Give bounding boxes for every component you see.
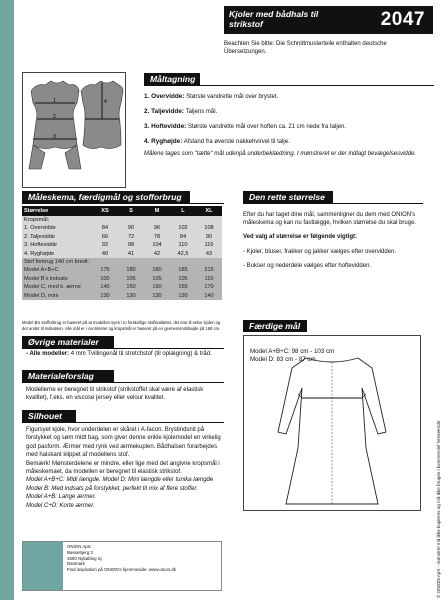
measurement-item: 1. Overvidde: Største vandrette mål over brystet.: [144, 93, 279, 100]
table-row: Model C, med k. ærme 140 150 160 165 170: [22, 283, 222, 291]
measurement-item: 2. Taljevidde: Taljens mål.: [144, 108, 218, 115]
footer-address: ONION ApS Bøssebjerg 3 4500 Nykøbing Sj Danmark Find inspiration på ONION's hjemmeside: www.onion.dk: [67, 544, 176, 573]
pattern-number: 2047: [380, 9, 425, 30]
table-section-row: Kropsmål:: [22, 216, 222, 224]
svg-text:1: 1: [53, 98, 56, 104]
body-figure-icon: [23, 73, 125, 187]
divider: [22, 348, 224, 349]
divider: [144, 85, 434, 86]
faerdige-heading: Færdige mål: [243, 320, 307, 332]
copyright-vertical: © ONION ApS - mønstret må ikke kopieres og må ikke bruges i kommerciel henseende: [436, 420, 441, 598]
sizetable-heading: Måleskema, færdigmål og stofforbrug: [22, 191, 190, 203]
svg-text:3: 3: [53, 134, 56, 140]
materiale-text: Modellerne er beregnet til strikstof (strikstoffet skal være af elastisk kvalitet), f.eks. en viscose jersey eller velour kvalitet.: [26, 387, 204, 402]
table-row: 3. Hoftevidde 92 98 104 110 116: [22, 241, 222, 249]
size-right-text: Efter du har taget dine mål, sammenligner du dem med ONION's måleskema og kan nu fastlægge, hvilken størrelse du skal bruge. Ved valg af størrelse er følgende vigtigt: - Kjoler, bluser, frakker og jakker vælges efter overvidden. - Bukser og nederdele vælges efter hoftevidden.: [243, 212, 417, 269]
silhouet-heading: Silhouet: [22, 410, 76, 422]
table-row: Model D, mini 130 130 130 130 140: [22, 292, 222, 300]
footer-box: [22, 541, 222, 591]
measurement-note: Målene tages som "tætte" mål udenpå underbeklædning. I mønstreret er der indlagt bevægelsesvidde.: [144, 151, 417, 157]
margin-strip: [0, 0, 14, 600]
size-table: [22, 206, 222, 300]
ovrige-text: - Alle modeller: 4 mm Tvillingenål til stretchstof (til oplægning) & tråd.: [26, 351, 212, 357]
measurement-item: 3. Hoftevidde: Største vandrette mål over hoften ca. 21 cm nede fra taljen.: [144, 123, 347, 130]
silhouet-text: Figursyet kjole, hvor underdelen er skåret i A-facon. Brystindsnit på forstykket og søm midt bag, som giver denne enkle kjolemodel en virkelig god pasform. Ærmer med rynk ved ærmekuplen. Bådhalsen forarbejdes med halskant klippet af modellens stof. Bemærk! Mønsterdelene er mindre, eller lige med det angivne kropsmål i måleskemaet, da modellen er beregnet til elastisk strikstof. Model A+B+C: Midi længde. Model D: Mini længde eller tunika længde Model B: Med indsats på forstykket, perfekt til mix af flere stoffer. Model A+B: Lange ærmer. Model C+D: Korte ærmer.: [26, 427, 221, 509]
maltagning-heading: Måltagning: [144, 73, 200, 85]
table-row: 2. Taljevidde 66 72 78 84 90: [22, 233, 222, 241]
divider: [243, 203, 423, 204]
table-row: 1. Overvidde 84 90 96 102 108: [22, 224, 222, 232]
ovrige-heading: Øvrige materialer: [22, 336, 114, 348]
table-section-row: Stof forbrug 140 cm bredt:: [22, 258, 222, 266]
svg-text:4: 4: [104, 99, 107, 105]
materiale-heading: Materialeforslag: [22, 370, 114, 382]
divider: [22, 422, 224, 423]
finished-measure-labels: Model A+B+C: 98 cm - 103 cm Model D: 83 cm - 87 cm: [250, 348, 335, 364]
pattern-title: Kjoler med bådhals til strikstof: [229, 9, 319, 29]
dress-illustration-box: [243, 335, 421, 511]
table-row: 4. Ryghøjde 40 41 42 42,5 43: [22, 250, 222, 258]
measurement-figures: [22, 72, 126, 188]
table-row: Model A+B+C 175 180 180 185 215: [22, 266, 222, 274]
table-row: Model B's indsats 100 105 105 105 110: [22, 275, 222, 283]
dress-icon: [244, 336, 420, 510]
measurement-list: [144, 93, 434, 158]
measurement-item: 4. Ryghøjde: Afstand fra øverste nakkehvirvel til talje.: [144, 138, 290, 145]
table-header-row: Størrelse XS S M L XL: [22, 206, 222, 216]
divider: [22, 382, 224, 383]
size-right-heading: Den rette størrelse: [243, 191, 333, 203]
table-footnote: Model B's stofforbrug er baseret på at modellen syes i to forskellige stofkvaliteter, det ene til selve kjolen og det andet til indsatsen. Alle mål er i centimeter og kropsmål er baseret på en gennemsnitshøjde på 168 cm.: [22, 320, 221, 331]
footer-strip: [23, 542, 63, 590]
german-note: Beachten Sie bitte: Die Schnittmusterteile enthalten deutsche Übersetzungen.: [224, 41, 387, 55]
divider: [22, 203, 224, 204]
header-bar: [224, 6, 433, 34]
svg-text:2: 2: [53, 114, 56, 120]
